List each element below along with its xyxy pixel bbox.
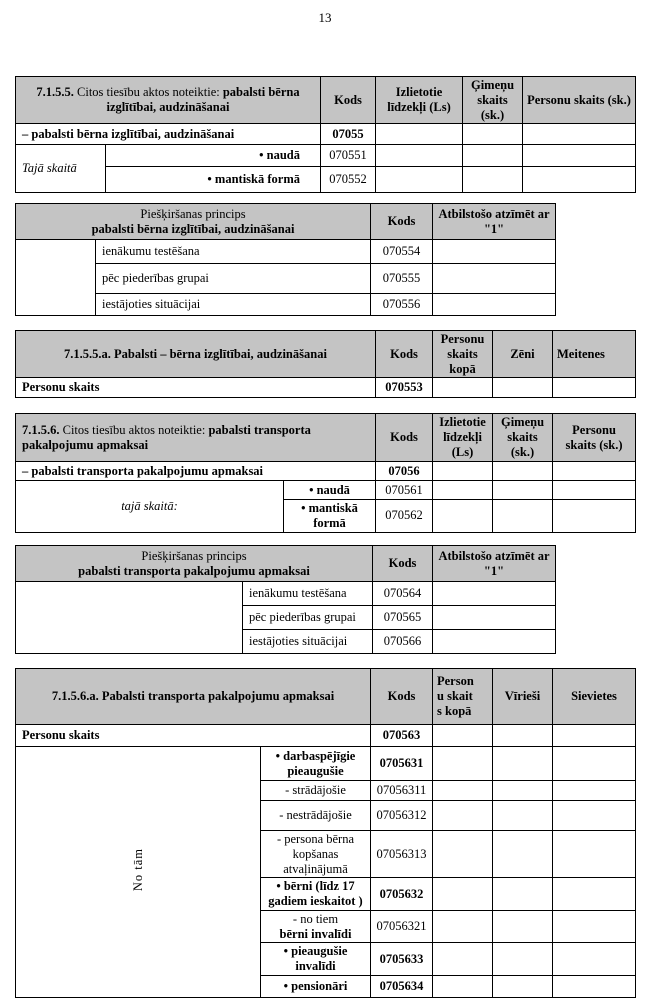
empty-cell bbox=[553, 878, 636, 911]
row-code: 07056321 bbox=[371, 910, 433, 943]
empty-cell bbox=[493, 725, 553, 747]
col-header-total bbox=[433, 669, 493, 725]
title-text: Citos tiesību aktos noteiktie: bbox=[73, 85, 223, 100]
sub-row-code: 070561 bbox=[376, 481, 433, 500]
sub-row-label: • mantiskā formā bbox=[106, 167, 321, 193]
empty-cell bbox=[553, 378, 636, 398]
col-header-funds: Izlietotie līdzekļi (Ls) bbox=[376, 77, 463, 124]
empty-cell bbox=[433, 481, 493, 500]
sub-row-label: • naudā bbox=[106, 145, 321, 167]
row-code: 0705634 bbox=[371, 975, 433, 997]
subgroup-label: tajā skaitā: bbox=[16, 481, 284, 533]
row-code: 07056312 bbox=[371, 801, 433, 831]
row-code: 0705632 bbox=[371, 878, 433, 911]
empty-cell bbox=[433, 294, 556, 316]
row-label: Personu skaits bbox=[16, 378, 376, 398]
row-code: 070554 bbox=[371, 240, 433, 264]
empty-cell bbox=[376, 167, 463, 193]
empty-cell bbox=[376, 124, 463, 145]
table-principle-education bbox=[15, 203, 556, 316]
empty-cell bbox=[433, 975, 493, 997]
empty-cell bbox=[493, 378, 553, 398]
empty-cell bbox=[433, 500, 493, 533]
col-header-kods: Kods bbox=[371, 204, 433, 240]
col-header-total: Personu skaits kopā bbox=[433, 331, 493, 378]
col-header-women: Sievietes bbox=[553, 669, 636, 725]
col-header-families: Ģimeņu skaits (sk.) bbox=[493, 414, 553, 462]
row-code: 070556 bbox=[371, 294, 433, 316]
row-label-bold: bērni invalīdi bbox=[279, 926, 352, 941]
sub-row-label: • naudā bbox=[284, 481, 376, 500]
empty-cell bbox=[493, 481, 553, 500]
empty-cell bbox=[523, 167, 636, 193]
empty-cell bbox=[433, 240, 556, 264]
row-label bbox=[96, 264, 371, 294]
title-bold-text: pabalsti transporta pakalpojumu apmaksai bbox=[22, 422, 311, 452]
table-title-cell: 7.1.5.5.a. Pabalsti – bērna izglītībai, audzināšanai bbox=[16, 331, 376, 378]
empty-cell bbox=[493, 943, 553, 976]
empty-cell bbox=[433, 910, 493, 943]
empty-cell bbox=[553, 975, 636, 997]
col-header-kods: Kods bbox=[376, 414, 433, 462]
empty-cell bbox=[16, 240, 96, 316]
row-code: 07056 bbox=[376, 462, 433, 481]
row-code: 070563 bbox=[371, 725, 433, 747]
table-title-cell bbox=[16, 77, 321, 124]
title-text: Citos tiesību aktos noteiktie: bbox=[59, 422, 209, 437]
empty-cell bbox=[376, 145, 463, 167]
empty-cell bbox=[493, 975, 553, 997]
row-label: - persona bērna kopšanas atvaļinājumā bbox=[261, 831, 371, 878]
row-label: – pabalsti bērna izglītībai, audzināšanai bbox=[16, 124, 321, 145]
title-line1: Piešķiršanas princips bbox=[140, 206, 246, 221]
col-header-families: Ģimeņu skaits (sk.) bbox=[463, 77, 523, 124]
empty-cell bbox=[553, 500, 636, 533]
empty-cell bbox=[553, 747, 636, 781]
empty-cell bbox=[433, 725, 493, 747]
empty-cell bbox=[493, 781, 553, 801]
group-label: No tām bbox=[130, 848, 145, 892]
empty-cell bbox=[523, 145, 636, 167]
empty-cell bbox=[553, 910, 636, 943]
sub-row-code: 070562 bbox=[376, 500, 433, 533]
row-code: 0705633 bbox=[371, 943, 433, 976]
row-code: 070555 bbox=[371, 264, 433, 294]
table-title-cell: 7.1.5.6.a. Pabalsti transporta pakalpojumu apmaksai bbox=[16, 669, 371, 725]
row-label: Personu skaits bbox=[16, 725, 371, 747]
empty-cell bbox=[553, 781, 636, 801]
row-label: iestājoties situācijai bbox=[243, 630, 373, 654]
empty-cell bbox=[553, 801, 636, 831]
sub-row-code: 070552 bbox=[321, 167, 376, 193]
row-label: • darbaspējīgie pieaugušie bbox=[261, 747, 371, 781]
page-number: 13 bbox=[318, 10, 332, 25]
col-header-kods: Kods bbox=[371, 669, 433, 725]
empty-cell bbox=[553, 831, 636, 878]
col-header-persons: Personu skaits (sk.) bbox=[523, 77, 636, 124]
table-transport-persons bbox=[15, 668, 636, 998]
title-line2: pabalsti transporta pakalpojumu apmaksai bbox=[78, 563, 310, 578]
title-line2: pabalsti bērna izglītībai, audzināšanai bbox=[91, 221, 295, 236]
col-header-mark: Atbilstošo atzīmēt ar "1" bbox=[433, 204, 556, 240]
empty-cell bbox=[463, 124, 523, 145]
group-label-cell bbox=[16, 747, 261, 998]
col-header-funds: Izlietotie līdzekļi (Ls) bbox=[433, 414, 493, 462]
row-code: 07056311 bbox=[371, 781, 433, 801]
sub-row-label: • mantiskā formā bbox=[284, 500, 376, 533]
empty-cell bbox=[493, 910, 553, 943]
table-principle-transport bbox=[15, 545, 556, 654]
row-code: 07056313 bbox=[371, 831, 433, 878]
title-number: 7.1.5.5. bbox=[36, 85, 74, 100]
empty-cell bbox=[463, 145, 523, 167]
row-label: • bērni (līdz 17 gadiem ieskaitot ) bbox=[261, 878, 371, 911]
col-header-total-text: Personu skaits kopā bbox=[437, 674, 474, 718]
empty-cell bbox=[493, 500, 553, 533]
empty-cell bbox=[433, 582, 556, 606]
title-bold-text: pabalsti bērna izglītībai, audzināšanai bbox=[106, 85, 300, 115]
empty-cell bbox=[433, 462, 493, 481]
row-label: ienākumu testēšana bbox=[96, 240, 371, 264]
empty-cell bbox=[493, 878, 553, 911]
empty-cell bbox=[493, 831, 553, 878]
row-label bbox=[261, 910, 371, 943]
row-label: • pensionāri bbox=[261, 975, 371, 997]
col-header-mark: Atbilstošo atzīmēt ar "1" bbox=[433, 546, 556, 582]
row-label: ienākumu testēšana bbox=[243, 582, 373, 606]
empty-cell bbox=[493, 462, 553, 481]
title-line1: Piešķiršanas princips bbox=[141, 548, 247, 563]
empty-cell bbox=[16, 582, 243, 654]
empty-cell bbox=[433, 943, 493, 976]
row-label: iestājoties situācijai bbox=[96, 294, 371, 316]
empty-cell bbox=[463, 167, 523, 193]
col-header-persons: Personu skaits (sk.) bbox=[553, 414, 636, 462]
row-label-text: pēc piederības grupai bbox=[102, 271, 209, 286]
empty-cell bbox=[493, 801, 553, 831]
empty-cell bbox=[433, 747, 493, 781]
row-code: 070564 bbox=[373, 582, 433, 606]
empty-cell bbox=[433, 378, 493, 398]
row-code: 070566 bbox=[373, 630, 433, 654]
row-label: • pieaugušie invalīdi bbox=[261, 943, 371, 976]
empty-cell bbox=[493, 747, 553, 781]
row-label: - strādājošie bbox=[261, 781, 371, 801]
empty-cell bbox=[433, 630, 556, 654]
subgroup-label: Tajā skaitā bbox=[16, 145, 106, 193]
row-code: 07055 bbox=[321, 124, 376, 145]
col-header-boys: Zēni bbox=[493, 331, 553, 378]
col-header-kods: Kods bbox=[376, 331, 433, 378]
empty-cell bbox=[433, 831, 493, 878]
row-label: - nestrādājošie bbox=[261, 801, 371, 831]
row-label: pēc piederības grupai bbox=[243, 606, 373, 630]
col-header-men: Vīrieši bbox=[493, 669, 553, 725]
empty-cell bbox=[553, 725, 636, 747]
sub-row-code: 070551 bbox=[321, 145, 376, 167]
empty-cell bbox=[433, 264, 556, 294]
row-label-plain: - no tiem bbox=[292, 911, 339, 926]
empty-cell bbox=[553, 481, 636, 500]
empty-cell bbox=[433, 781, 493, 801]
row-label: – pabalsti transporta pakalpojumu apmaksai bbox=[16, 462, 376, 481]
row-code: 070565 bbox=[373, 606, 433, 630]
col-header-girls-text: Meitenes bbox=[557, 346, 605, 361]
table-title-cell bbox=[16, 414, 376, 462]
empty-cell bbox=[433, 878, 493, 911]
table-benefits-education bbox=[15, 76, 636, 193]
empty-cell bbox=[523, 124, 636, 145]
table-benefits-transport bbox=[15, 413, 636, 533]
table-education-persons bbox=[15, 330, 636, 398]
row-code: 070553 bbox=[376, 378, 433, 398]
empty-cell bbox=[433, 606, 556, 630]
empty-cell bbox=[433, 801, 493, 831]
title-number: 7.1.5.6. bbox=[22, 422, 60, 437]
col-header-kods: Kods bbox=[321, 77, 376, 124]
col-header-girls bbox=[553, 331, 636, 378]
table-title-cell bbox=[16, 204, 371, 240]
empty-cell bbox=[553, 943, 636, 976]
col-header-kods: Kods bbox=[373, 546, 433, 582]
empty-cell bbox=[553, 462, 636, 481]
table-title-cell bbox=[16, 546, 373, 582]
row-code: 0705631 bbox=[371, 747, 433, 781]
